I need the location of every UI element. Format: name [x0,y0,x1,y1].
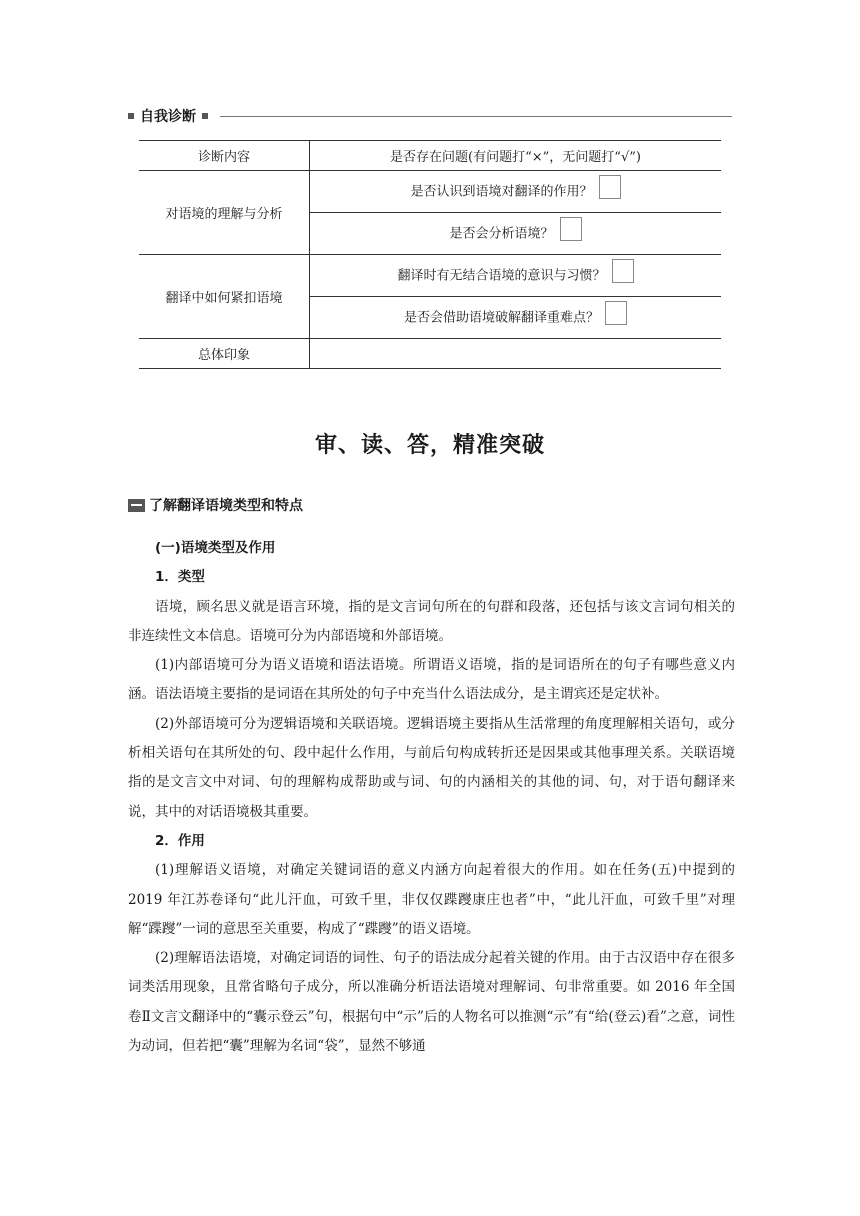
question-text: 翻译时有无结合语境的意识与习惯？ [397,268,606,283]
paragraph: 语境，顾名思义就是语言环境，指的是文言词句所在的句群和段落，还包括与该文言词句相关的非连续性文本信息。语境可分为内部语境和外部语境。 [128,598,735,644]
paragraph: (1)理解语义语境，对确定关键词语的意义内涵方向起着很大的作用。如在任务(五)中提到的 2019 年江苏卷译句“此儿汗血，可致千里，非仅仅蹀躞康庄也者”中，“此儿汗血，可致千里”对理解“蹀躞”一词的意思至关重要，构成了“蹀躞”的语义语境。 [128,862,735,937]
answer-checkbox[interactable] [612,259,634,283]
question-cell [310,297,722,339]
table-row [139,171,721,213]
answer-checkbox[interactable] [599,175,621,199]
question-text: 是否会分析语境？ [449,226,554,241]
question-cell [310,171,722,213]
subheading: 1．类型 [155,569,205,586]
footer-label: 总体印象 [139,339,310,369]
subheading: (一)语境类型及作用 [155,540,276,556]
question-cell [310,213,722,255]
table-header-cell: 诊断内容 [139,141,310,171]
section-title: 自我诊断 [140,109,196,125]
divider [220,116,732,117]
section-heading [128,495,303,515]
table-row [139,255,721,297]
subheading: 2．作用 [155,832,205,849]
group-label: 翻译中如何紧扣语境 [139,255,310,339]
group-label: 对语境的理解与分析 [139,171,310,255]
section-number-icon [128,499,145,512]
answer-checkbox[interactable] [560,217,582,241]
question-text: 是否认识到语境对翻译的作用？ [410,184,593,199]
answer-checkbox[interactable] [605,301,627,325]
diagnosis-table [139,140,721,369]
body-text [128,534,735,1061]
footer-answer-cell[interactable] [310,339,722,369]
paragraph: (2)外部语境可分为逻辑语境和关联语境。逻辑语境主要指从生活常理的角度理解相关语句，或分析相关语句在其所处的句、段中起什么作用，与前后句构成转折还是因果或其他事理关系。关联语境指的是文言文中对词、句的理解构成帮助或与词、句的内涵相关的其他的词、句，对于语句翻译来说，其中的对话语境极其重要。 [128,715,735,820]
question-cell [310,255,722,297]
question-text: 是否会借助语境破解翻译重难点？ [403,310,599,325]
table-header-row [139,141,721,171]
page-title: 审、读、答，精准突破 [314,433,545,458]
heading-text: 了解翻译语境类型和特点 [149,498,303,514]
section-header [128,107,732,125]
paragraph: (1)内部语境可分为语义语境和语法语境。所谓语义语境，指的是词语所在的句子有哪些意义内涵。语法语境主要指的是词语在其所处的句子中充当什么语法成分，是主谓宾还是定状补。 [128,657,735,703]
square-bullet-icon [128,113,134,119]
paragraph: (2)理解语法语境，对确定词语的词性、句子的语法成分起着关键的作用。由于古汉语中存在很多词类活用现象，且常省略句子成分，所以准确分析语法语境对理解词、句非常重要。如 2016 年全国卷Ⅱ文言文翻译中的“囊示登云”句，根据句中“示”后的人物名可以推测“示”有“给(登云)看”之意，词性为动词，但若把“囊”理解为名词“袋”，显然不够通 [128,950,735,1055]
table-footer-row [139,339,721,369]
square-bullet-icon [202,113,208,119]
table-header-cell: 是否存在问题(有问题打“×”，无问题打“√”) [310,141,722,171]
